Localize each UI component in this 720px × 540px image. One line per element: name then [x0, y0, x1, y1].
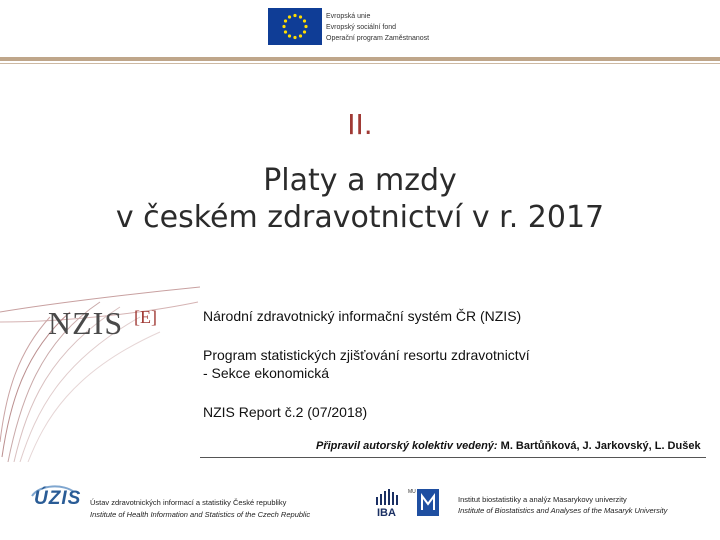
mu-logo-label: MU [408, 489, 416, 495]
author-names: M. Bartůňková, J. Jarkovský, L. Dušek [497, 440, 701, 452]
iba-caption-cz: Institut biostatistiky a analýz Masarykovy univerzity [458, 495, 627, 504]
eu-caption-line-3: Operační program Zaměstnanost [326, 35, 430, 42]
body-line-1: Národní zdravotnický informační systém ČR (NZIS) [203, 308, 522, 324]
author-credit [316, 440, 701, 452]
nzis-logo-superscript: [E] [134, 307, 157, 327]
uzis-caption [90, 497, 310, 521]
iba-logo-label: IBA [377, 507, 396, 519]
mu-logo-icon [417, 489, 439, 516]
header-rule-thin [0, 63, 720, 64]
iba-caption-en: Institute of Biostatistics and Analyses of the Masaryk University [458, 506, 668, 515]
title-line-2: v českém zdravotnictví v r. 2017 [115, 200, 605, 235]
eu-flag-icon [268, 8, 322, 45]
iba-logo-icon [374, 489, 404, 505]
section-number: II. [347, 108, 373, 141]
eu-caption-line-1: Evropská unie [326, 13, 371, 20]
eu-caption [326, 11, 429, 44]
uzis-logo: ÚZIS [34, 488, 82, 509]
uzis-caption-cz: Ústav zdravotnických informací a statistiky České republiky [90, 498, 287, 507]
nzis-logo: NZIS [48, 305, 124, 341]
title-line-1: Platy a mzdy [263, 163, 457, 198]
iba-caption [458, 494, 688, 516]
body-line-4: NZIS Report č.2 (07/2018) [203, 404, 368, 420]
uzis-caption-en: Institute of Health Information and Statistics of the Czech Republic [90, 510, 311, 519]
body-line-3: - Sekce ekonomická [203, 365, 330, 381]
header-rule [0, 57, 720, 61]
eu-caption-line-2: Evropský sociální fond [326, 24, 397, 31]
author-divider [200, 457, 706, 458]
author-prefix: Připravil autorský kolektiv vedený: [316, 440, 498, 452]
body-line-2: Program statistických zjišťování resortu zdravotnictví [203, 347, 530, 363]
